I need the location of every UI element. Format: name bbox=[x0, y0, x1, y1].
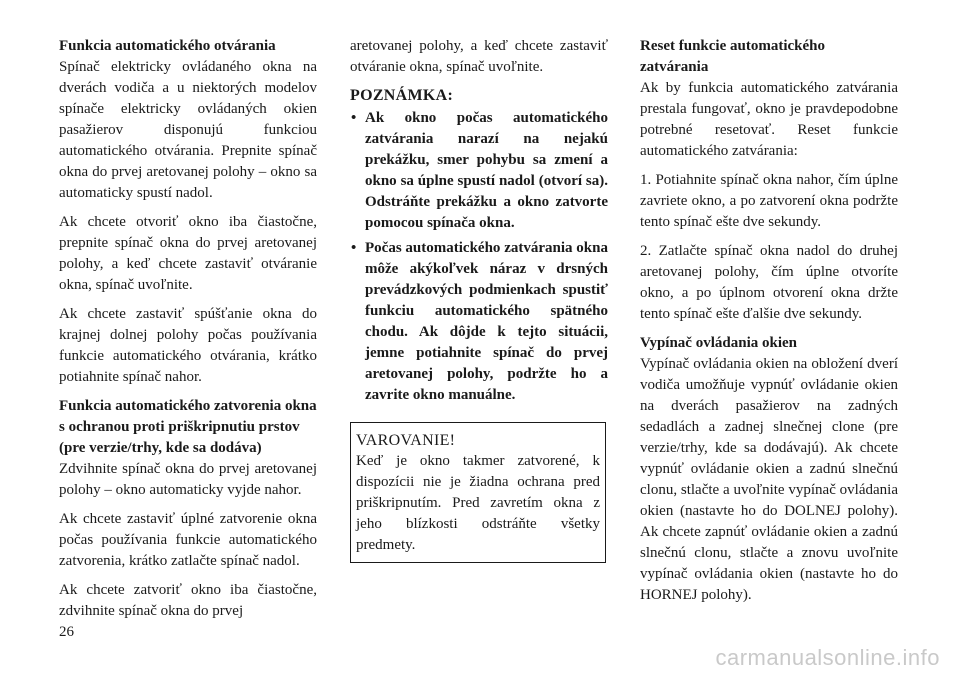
paragraph: Zdvihnite spínač okna do prvej aretovanej polohy – okno automaticky vyjde nahor. bbox=[59, 461, 317, 498]
paragraph: Ak chcete otvoriť okno iba čiastočne, prepnite spínač okna do prvej aretovanej polohy, a keď chcete zastaviť otváranie okna, spínač uvoľnite. bbox=[59, 214, 317, 293]
page-number: 26 bbox=[59, 624, 74, 640]
column-right bbox=[640, 36, 898, 606]
paragraph: Ak by funkcia automatického zatvárania prestala fungovať, okno je pravdepodobne potrebné resetovať. Reset funkcie automatického zatvárania: bbox=[640, 80, 898, 159]
column-left bbox=[59, 36, 317, 622]
paragraph: Ak chcete zastaviť spúšťanie okna do krajnej dolnej polohy počas používania funkcie automatického otvárania, krátko potiahnite spínač nahor. bbox=[59, 306, 317, 385]
section-title-auto-open: Funkcia automatického otvárania bbox=[59, 38, 276, 54]
section-title-reset: Reset funkcie automatického zatvárania bbox=[640, 38, 825, 75]
section-title-auto-close: Funkcia automatického zatvorenia okna s ochranou proti priškripnutiu prstov (pre verzie/trhy, kde sa dodáva) bbox=[59, 398, 317, 456]
paragraph: Spínač elektricky ovládaného okna na dverách vodiča a u niektorých modelov spínače elektricky ovládaných okien pasažierov disponujú funkciou automatického otvárania. Prepnite spínač okna do prvej aretovanej polohy – okno sa automaticky spustí nadol. bbox=[59, 59, 317, 201]
warning-text: Keď je okno takmer zatvorené, k dispozícii nie je žiadna ochrana pred priškripnutím. Pred zavretím okna z jeho blízkosti odstráňte všetky predmety. bbox=[356, 453, 600, 553]
reset-step: 2. Zatlačte spínač okna nadol do druhej aretovanej polohy, čím úplne otvoríte okno, a po úplnom otvorení okna držte tento spínač ešte ďalšie dve sekundy. bbox=[640, 243, 898, 322]
watermark: carmanualsonline.info bbox=[715, 645, 940, 670]
paragraph: Ak chcete zastaviť úplné zatvorenie okna počas používania funkcie automatického zatvorenia, krátko zatlačte spínač nadol. bbox=[59, 511, 317, 569]
note-list bbox=[350, 108, 608, 406]
section-title-window-lockout: Vypínač ovládania okien bbox=[640, 335, 797, 351]
note-heading: POZNÁMKA: bbox=[350, 87, 454, 104]
column-middle bbox=[350, 36, 608, 563]
paragraph: Vypínač ovládania okien na obložení dverí vodiča umožňuje vypnúť ovládanie okien na dverách pasažierov na zadných sedadlách a zadnej slnečnej clone (pre verzie/trhy, kde sa dodávajú). Ak chcete vypnúť ovládanie okien a zadnú slnečnú clonu, stlačte a uvoľnite vypínač ovládania okien (nastavte ho do DOLNEJ polohy). Ak chcete zapnúť ovládanie okien a zadnú slnečnú clonu, stlačte a znovu uvoľnite vypínač ovládania okien (nastavte ho do HORNEJ polohy). bbox=[640, 356, 898, 603]
warning-title: VAROVANIE! bbox=[356, 432, 456, 449]
reset-step: 1. Potiahnite spínač okna nahor, čím úplne zavriete okno, a po zatvorení okna podržte tento spínač ešte dve sekundy. bbox=[640, 172, 898, 230]
note-item: • Počas automatického zatvárania okna môže akýkoľvek náraz v drsných prevádzkových podmienkach spustiť funkciu automatického spätného chodu. Ak dôjde k tejto situácii, jemne potiahnite spínač do prvej aretovanej polohy, podržte ho a zavrite okno manuálne. bbox=[350, 238, 608, 406]
warning-box bbox=[350, 422, 606, 563]
note-item: • Ak okno počas automatického zatvárania narazí na nejakú prekážku, smer pohybu sa zmení a okno sa úplne spustí nadol (otvorí sa). Odstráňte prekážku a okno zatvorte pomocou spínača okna. bbox=[350, 108, 608, 234]
paragraph: Ak chcete zatvoriť okno iba čiastočne, zdvihnite spínač okna do prvej bbox=[59, 582, 317, 619]
paragraph-continuation: aretovanej polohy, a keď chcete zastaviť otváranie okna, spínač uvoľnite. bbox=[350, 38, 608, 75]
